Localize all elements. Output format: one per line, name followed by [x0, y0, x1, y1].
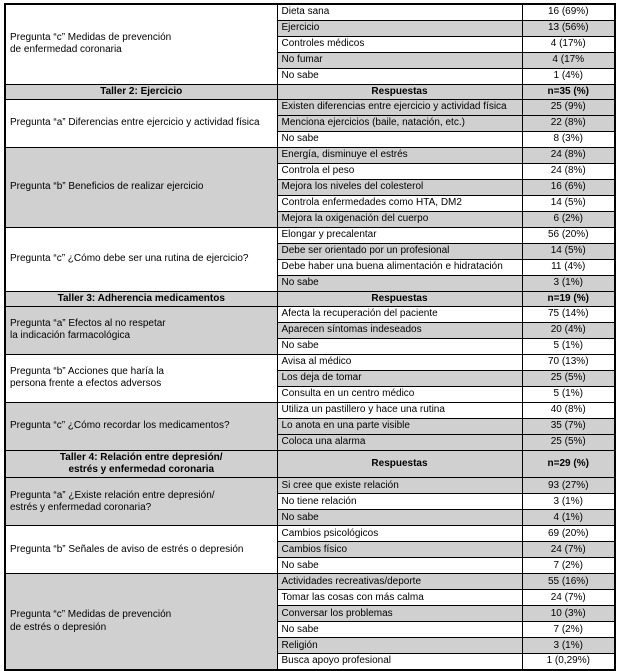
question-line: de enfermedad coronaria [10, 44, 122, 56]
count-cell: 75 (14%) [522, 306, 615, 322]
answer-cell: No sabe [277, 68, 522, 84]
answer-cell: No sabe [277, 510, 522, 526]
question-line: Pregunta “a” Diferencias entre ejercicio y actividad física [10, 117, 260, 129]
question-line: de estrés o depresión [10, 621, 107, 633]
section-header-row [5, 84, 615, 99]
answer-cell: Avisa al médico [277, 354, 522, 370]
count-cell: 24 (8%) [522, 163, 615, 179]
count-cell: 3 (1%) [522, 275, 615, 291]
question-cell [5, 402, 277, 450]
count-cell: 22 (8%) [522, 115, 615, 131]
section-header-row [5, 450, 615, 477]
answer-cell: Controla el peso [277, 163, 522, 179]
section-title [5, 450, 277, 477]
question-cell [5, 147, 277, 227]
answer-cell: Los deja de tomar [277, 370, 522, 386]
count-cell: 70 (13%) [522, 354, 615, 370]
answer-cell: Dieta sana [277, 4, 522, 20]
answer-cell: Religión [277, 638, 522, 654]
table-row [5, 354, 615, 370]
question-cell [5, 227, 277, 291]
count-cell: 3 (1%) [522, 638, 615, 654]
count-cell: 24 (7%) [522, 590, 615, 606]
count-cell: 14 (5%) [522, 195, 615, 211]
answer-cell: No sabe [277, 131, 522, 147]
count-cell: 7 (2%) [522, 558, 615, 574]
answer-cell: Busca apoyo profesional [277, 654, 522, 670]
table-row [5, 478, 615, 494]
section-title-line: Taller 2: Ejercicio [100, 85, 183, 97]
section-title-line: Taller 4: Relación entre depresión/ [59, 451, 223, 463]
table-row [5, 99, 615, 115]
table-row [5, 574, 615, 590]
table-row [5, 4, 615, 20]
question-line: Pregunta “c” Medidas de prevención [10, 32, 172, 44]
question-line: estrés y enfermedad coronaria? [10, 501, 152, 513]
question-line: Pregunta “a” Efectos al no respetar [10, 318, 166, 330]
section-title-line: estrés y enfermedad coronaria [68, 464, 215, 476]
answer-cell: No sabe [277, 558, 522, 574]
answer-cell: No sabe [277, 275, 522, 291]
answer-cell: Menciona ejercicios (baile, natación, etc.) [277, 115, 522, 131]
table-row [5, 227, 615, 243]
answer-cell: Controles médicos [277, 36, 522, 52]
table-body [5, 4, 615, 670]
section-title [5, 84, 277, 99]
count-cell: 5 (1%) [522, 386, 615, 402]
count-cell: 8 (3%) [522, 131, 615, 147]
answer-cell: Elongar y precalentar [277, 227, 522, 243]
answer-cell: Cambios físico [277, 542, 522, 558]
answer-cell: Afecta la recuperación del paciente [277, 306, 522, 322]
section-count-header: n=19 (%) [522, 291, 615, 306]
count-cell: 16 (69%) [522, 4, 615, 20]
question-cell [5, 574, 277, 670]
question-line: Pregunta “b” Beneficios de realizar ejercicio [10, 181, 204, 193]
count-cell: 1 (0,29%) [522, 654, 615, 670]
question-cell [5, 4, 277, 84]
question-cell [5, 526, 277, 574]
count-cell: 40 (8%) [522, 402, 615, 418]
answer-cell: No tiene relación [277, 494, 522, 510]
count-cell: 25 (5%) [522, 370, 615, 386]
count-cell: 20 (4%) [522, 322, 615, 338]
table-row [5, 147, 615, 163]
question-line: la indicación farmacológica [10, 330, 131, 342]
answer-cell: Aparecen síntomas indeseados [277, 322, 522, 338]
count-cell: 11 (4%) [522, 259, 615, 275]
answer-cell: Actividades recreativas/deporte [277, 574, 522, 590]
count-cell: 24 (8%) [522, 147, 615, 163]
table-row [5, 526, 615, 542]
count-cell: 69 (20%) [522, 526, 615, 542]
question-line: Pregunta “c” ¿Cómo debe ser una rutina de ejercicio? [10, 253, 249, 265]
question-line: persona frente a efectos adversos [10, 378, 162, 390]
count-cell: 93 (27%) [522, 478, 615, 494]
count-cell: 10 (3%) [522, 606, 615, 622]
answer-cell: No fumar [277, 52, 522, 68]
count-cell: 4 (17% [522, 52, 615, 68]
count-cell: 13 (56%) [522, 20, 615, 36]
count-cell: 16 (6%) [522, 179, 615, 195]
answer-cell: Coloca una alarma [277, 434, 522, 450]
table-row [5, 402, 615, 418]
question-line: Pregunta “b” Acciones que haría la [10, 366, 164, 378]
count-cell: 4 (17%) [522, 36, 615, 52]
answer-cell: No sabe [277, 622, 522, 638]
answer-cell: Cambios psicológicos [277, 526, 522, 542]
question-line: Pregunta “b” Señales de aviso de estrés o depresión [10, 543, 244, 555]
answer-cell: Si cree que existe relación [277, 478, 522, 494]
section-answers-header: Respuestas [277, 291, 522, 306]
table-row [5, 306, 615, 322]
survey-results-table [4, 3, 616, 671]
answer-cell: Conversar los problemas [277, 606, 522, 622]
answer-cell: Utiliza un pastillero y hace una rutina [277, 402, 522, 418]
question-cell [5, 478, 277, 526]
answer-cell: Debe ser orientado por un profesional [277, 243, 522, 259]
count-cell: 4 (1%) [522, 510, 615, 526]
question-line: Pregunta “c” ¿Cómo recordar los medicamentos? [10, 420, 230, 432]
answer-cell: Controla enfermedades como HTA, DM2 [277, 195, 522, 211]
count-cell: 1 (4%) [522, 68, 615, 84]
section-answers-header: Respuestas [277, 450, 522, 477]
question-cell [5, 306, 277, 354]
answer-cell: Existen diferencias entre ejercicio y actividad física [277, 99, 522, 115]
count-cell: 35 (7%) [522, 418, 615, 434]
count-cell: 6 (2%) [522, 211, 615, 227]
answer-cell: Ejercicio [277, 20, 522, 36]
question-line: Pregunta “a” ¿Existe relación entre depresión/ [10, 489, 215, 501]
answer-cell: Lo anota en una parte visible [277, 418, 522, 434]
count-cell: 5 (1%) [522, 338, 615, 354]
answer-cell: Debe haber una buena alimentación e hidratación [277, 259, 522, 275]
section-header-row [5, 291, 615, 306]
count-cell: 25 (5%) [522, 434, 615, 450]
question-cell [5, 99, 277, 147]
question-cell [5, 354, 277, 402]
count-cell: 56 (20%) [522, 227, 615, 243]
answer-cell: Consulta en un centro médico [277, 386, 522, 402]
section-answers-header: Respuestas [277, 84, 522, 99]
count-cell: 25 (9%) [522, 99, 615, 115]
answer-cell: Energía, disminuye el estrés [277, 147, 522, 163]
answer-cell: No sabe [277, 338, 522, 354]
section-title-line: Taller 3: Adherencia medicamentos [57, 292, 225, 304]
question-line: Pregunta “c” Medidas de prevención [10, 609, 172, 621]
count-cell: 55 (16%) [522, 574, 615, 590]
count-cell: 7 (2%) [522, 622, 615, 638]
section-count-header: n=35 (%) [522, 84, 615, 99]
count-cell: 14 (5%) [522, 243, 615, 259]
section-count-header: n=29 (%) [522, 450, 615, 477]
section-title [5, 291, 277, 306]
count-cell: 3 (1%) [522, 494, 615, 510]
count-cell: 24 (7%) [522, 542, 615, 558]
answer-cell: Mejora los niveles del colesterol [277, 179, 522, 195]
answer-cell: Tomar las cosas con más calma [277, 590, 522, 606]
answer-cell: Mejora la oxigenación del cuerpo [277, 211, 522, 227]
